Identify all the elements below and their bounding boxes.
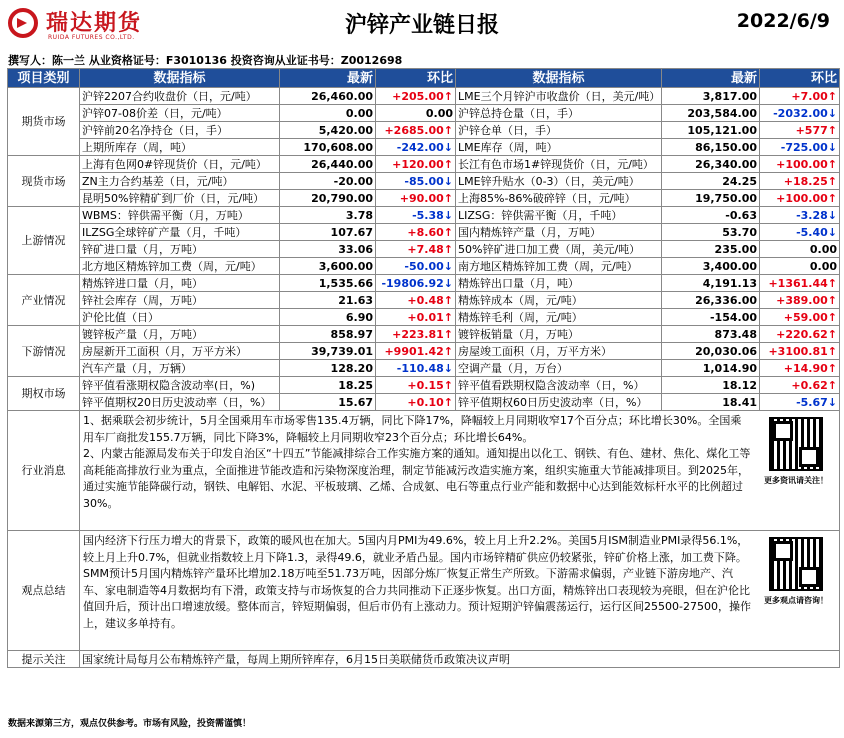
change-right: -3.28↓	[760, 207, 840, 224]
category-cell: 现货市场	[8, 156, 80, 207]
indicator-left: 锌社会库存（周，万吨）	[80, 292, 280, 309]
change-right: +0.62↑	[760, 377, 840, 394]
latest-right: 19,750.00	[662, 190, 760, 207]
latest-right: 24.25	[662, 173, 760, 190]
latest-left: 107.67	[280, 224, 376, 241]
table-row	[8, 343, 840, 360]
latest-left: 1,535.66	[280, 275, 376, 292]
latest-left: 21.63	[280, 292, 376, 309]
indicator-right: 精炼锌成本（周，元/吨）	[456, 292, 662, 309]
indicator-left: 汽车产量（月，万辆）	[80, 360, 280, 377]
indicator-right: 上海85%-86%破碎锌（日，元/吨）	[456, 190, 662, 207]
latest-right: 86,150.00	[662, 139, 760, 156]
change-right: +3100.81↑	[760, 343, 840, 360]
report-date: 2022/6/9	[736, 10, 830, 32]
latest-left: 33.06	[280, 241, 376, 258]
category-cell: 下游情况	[8, 326, 80, 377]
category-cell: 上游情况	[8, 207, 80, 275]
view-qr-caption: 更多观点请咨询！	[764, 596, 828, 605]
indicator-left: 沪锌2207合约收盘价（日，元/吨）	[80, 88, 280, 105]
change-left: +0.48↑	[376, 292, 456, 309]
brand-sub: RUIDA FUTURES CO.,LTD.	[48, 34, 135, 41]
indicator-left: ZN主力合约基差（日，元/吨）	[80, 173, 280, 190]
news-label: 行业消息	[8, 411, 80, 531]
change-right: -5.67↓	[760, 394, 840, 411]
indicator-left: 沪锌前20名净持仓（日，手）	[80, 122, 280, 139]
change-right: +389.00↑	[760, 292, 840, 309]
news-qr	[756, 413, 836, 512]
latest-left: 20,790.00	[280, 190, 376, 207]
news-text: 1、据乘联会初步统计，5月全国乘用车市场零售135.4万辆，同比下降17%，降幅较上月同期收窄17个百分点；环比增长30%。全国乘用车厂商批发155.7万辆，同比下降3%，降幅较上月同期收窄23个百分点；环比增长64%。 2、内蒙古能源局发布关于印发自治区“十四五”节能减排综合工作实施方案的通知。通知提出以化工、钢铁、有色、建材、焦化、煤化工等高耗能高排放行业为重点，全面推进节能改造和污染物深度治理，制定节能减污改造实施方案，组织实施重大节能减排项目。到2025年，通过实施节能降碳行动，钢铁、电解铝、水泥、平板玻璃、乙烯、合成氨、电石等重点行业产能和数据中心达到能效标杆水平的比例超过30%。	[83, 414, 751, 510]
table-row	[8, 292, 840, 309]
latest-right: 4,191.13	[662, 275, 760, 292]
change-right: -5.40↓	[760, 224, 840, 241]
change-right: +14.90↑	[760, 360, 840, 377]
table-row	[8, 190, 840, 207]
header-indicator-left: 数据指标	[80, 69, 280, 88]
change-left: 0.00	[376, 105, 456, 122]
change-left: +223.81↑	[376, 326, 456, 343]
indicator-left: 镀锌板产量（月，万吨）	[80, 326, 280, 343]
category-cell: 产业情况	[8, 275, 80, 326]
change-left: -50.00↓	[376, 258, 456, 275]
view-label: 观点总结	[8, 531, 80, 651]
view-text: 国内经济下行压力增大的背景下，政策的暖风也在加大。5国内月PMI为49.6%，较上月上升2.2%。美国5月ISM制造业PMI录得56.1%，较上月上升0.7%，但就业指数较上月下降1.3，录得49.6，就业矛盾凸显。国内市场锌精矿供应仍较紧张，锌矿价格上涨，加工费下降。SMM预计5月国内精炼锌产量环比增加2.18万吨至51.73万吨，因部分炼厂恢复正常生产所致。下游需求偏弱，产业链下游房地产、汽车、家电制造等4月数据均有下滑，政策支持与市场恢复的合力共同推动下正逐步恢复。出口方面，精炼锌出口表现较为亮眼，但在沪伦比值回升后，预计出口增速放缓。整体而言，锌短期偏弱，但后市仍有上涨动力。预计短期沪锌偏震荡运行，运行区间25500-27500，操作上，建议多单持有。	[83, 534, 751, 630]
indicator-right: LME三个月锌沪市收盘价（日，美元/吨）	[456, 88, 662, 105]
change-left: +0.10↑	[376, 394, 456, 411]
change-left: +120.00↑	[376, 156, 456, 173]
category-cell: 期权市场	[8, 377, 80, 411]
change-right: 0.00	[760, 258, 840, 275]
latest-left: 15.67	[280, 394, 376, 411]
header-change-right: 环比	[760, 69, 840, 88]
latest-right: 20,030.06	[662, 343, 760, 360]
indicator-left: 北方地区精炼锌加工费（周，元/吨）	[80, 258, 280, 275]
view-qr	[756, 533, 836, 632]
data-table	[7, 68, 840, 668]
change-right: -725.00↓	[760, 139, 840, 156]
indicator-right: LIZSG：锌供需平衡（月，千吨）	[456, 207, 662, 224]
header-latest-left: 最新	[280, 69, 376, 88]
latest-right: 53.70	[662, 224, 760, 241]
change-right: +220.62↑	[760, 326, 840, 343]
table-row	[8, 377, 840, 394]
latest-right: 26,336.00	[662, 292, 760, 309]
indicator-left: 精炼锌进口量（月，吨）	[80, 275, 280, 292]
change-left: +0.01↑	[376, 309, 456, 326]
qr-code-icon	[769, 417, 823, 471]
tips-text: 国家统计局每月公布精炼锌产量，每周上期所锌库存，6月15日美联储货币政策决议声明	[80, 651, 840, 668]
latest-right: -0.63	[662, 207, 760, 224]
latest-left: 3,600.00	[280, 258, 376, 275]
change-right: +59.00↑	[760, 309, 840, 326]
indicator-right: 镀锌板销量（月，万吨）	[456, 326, 662, 343]
news-qr-caption: 更多资讯请关注！	[764, 476, 828, 485]
indicator-left: 昆明50%锌精矿到厂价（日，元/吨）	[80, 190, 280, 207]
indicator-left: 房屋新开工面积（月，万平方米）	[80, 343, 280, 360]
header-category: 项目类别	[8, 69, 80, 88]
tips-label: 提示关注	[8, 651, 80, 668]
change-left: -242.00↓	[376, 139, 456, 156]
indicator-right: 锌平值看跌期权隐含波动率（日，%）	[456, 377, 662, 394]
header-change-left: 环比	[376, 69, 456, 88]
latest-right: 18.12	[662, 377, 760, 394]
latest-right: 105,121.00	[662, 122, 760, 139]
table-row	[8, 224, 840, 241]
change-left: +90.00↑	[376, 190, 456, 207]
change-left: -110.48↓	[376, 360, 456, 377]
indicator-left: 上海有色网0#锌现货价（日，元/吨）	[80, 156, 280, 173]
latest-left: 26,440.00	[280, 156, 376, 173]
qr-code-icon	[769, 537, 823, 591]
latest-left: 39,739.01	[280, 343, 376, 360]
change-left: +7.48↑	[376, 241, 456, 258]
table-row	[8, 275, 840, 292]
indicator-left: 锌矿进口量（月，万吨）	[80, 241, 280, 258]
view-row	[8, 531, 840, 651]
indicator-left: 锌平值看涨期权隐含波动率(日，%)	[80, 377, 280, 394]
news-cell	[80, 411, 840, 531]
indicator-left: 沪伦比值（日）	[80, 309, 280, 326]
indicator-right: 国内精炼锌产量（月，万吨）	[456, 224, 662, 241]
report-header	[0, 0, 844, 48]
latest-left: 18.25	[280, 377, 376, 394]
author-line: 撰写人：陈一兰 从业资格证号：F3010136 投资咨询从业证书号：Z0012698	[8, 54, 403, 67]
change-right: +18.25↑	[760, 173, 840, 190]
latest-left: 128.20	[280, 360, 376, 377]
indicator-right: 沪锌仓单（日，手）	[456, 122, 662, 139]
table-row	[8, 258, 840, 275]
latest-right: 1,014.90	[662, 360, 760, 377]
brand-name: 瑞达期货	[46, 11, 143, 36]
change-right: +7.00↑	[760, 88, 840, 105]
latest-left: 6.90	[280, 309, 376, 326]
indicator-right: 精炼锌毛利（周，元/吨）	[456, 309, 662, 326]
table-row	[8, 241, 840, 258]
indicator-right: LME库存（周，吨）	[456, 139, 662, 156]
indicator-right: 房屋竣工面积（月，万平方米）	[456, 343, 662, 360]
change-right: 0.00	[760, 241, 840, 258]
change-left: -5.38↓	[376, 207, 456, 224]
latest-left: 858.97	[280, 326, 376, 343]
indicator-right: 沪锌总持仓量（日，手）	[456, 105, 662, 122]
latest-right: 3,400.00	[662, 258, 760, 275]
view-cell	[80, 531, 840, 651]
indicator-left: WBMS：锌供需平衡（月，万吨）	[80, 207, 280, 224]
indicator-left: 沪锌07-08价差（日，元/吨）	[80, 105, 280, 122]
latest-right: 18.41	[662, 394, 760, 411]
tips-row	[8, 651, 840, 668]
change-left: -85.00↓	[376, 173, 456, 190]
change-left: -19806.92↓	[376, 275, 456, 292]
change-right: +100.00↑	[760, 190, 840, 207]
indicator-right: 南方地区精炼锌加工费（周，元/吨）	[456, 258, 662, 275]
table-row	[8, 156, 840, 173]
table-row	[8, 139, 840, 156]
table-row	[8, 360, 840, 377]
header-latest-right: 最新	[662, 69, 760, 88]
latest-right: 3,817.00	[662, 88, 760, 105]
table-row	[8, 394, 840, 411]
change-left: +9901.42↑	[376, 343, 456, 360]
table-row	[8, 88, 840, 105]
latest-left: 3.78	[280, 207, 376, 224]
indicator-right: 50%锌矿进口加工费（周，美元/吨）	[456, 241, 662, 258]
table-row	[8, 105, 840, 122]
indicator-left: ILZSG全球锌矿产量（月，千吨）	[80, 224, 280, 241]
indicator-right: 长江有色市场1#锌现货价（日，元/吨）	[456, 156, 662, 173]
indicator-left: 锌平值期权20日历史波动率（日，%）	[80, 394, 280, 411]
change-right: +1361.44↑	[760, 275, 840, 292]
latest-left: 26,460.00	[280, 88, 376, 105]
table-row	[8, 207, 840, 224]
latest-right: 235.00	[662, 241, 760, 258]
latest-right: -154.00	[662, 309, 760, 326]
table-header-row	[8, 69, 840, 88]
indicator-right: LME锌升贴水（0-3）（日，美元/吨）	[456, 173, 662, 190]
change-left: +2685.00↑	[376, 122, 456, 139]
change-left: +0.15↑	[376, 377, 456, 394]
indicator-right: 空调产量（月，万台）	[456, 360, 662, 377]
latest-right: 26,340.00	[662, 156, 760, 173]
indicator-left: 上期所库存（周，吨）	[80, 139, 280, 156]
table-row	[8, 122, 840, 139]
change-right: -2032.00↓	[760, 105, 840, 122]
table-row	[8, 309, 840, 326]
indicator-right: 精炼锌出口量（月，吨）	[456, 275, 662, 292]
latest-left: 0.00	[280, 105, 376, 122]
change-left: +205.00↑	[376, 88, 456, 105]
change-left: +8.60↑	[376, 224, 456, 241]
indicator-right: 锌平值期权60日历史波动率（日，%）	[456, 394, 662, 411]
latest-right: 203,584.00	[662, 105, 760, 122]
latest-left: -20.00	[280, 173, 376, 190]
disclaimer-footer: 数据来源第三方，观点仅供参考。市场有风险，投资需谨慎！	[8, 719, 252, 729]
header-indicator-right: 数据指标	[456, 69, 662, 88]
change-right: +577↑	[760, 122, 840, 139]
report-title: 沪锌产业链日报	[344, 13, 499, 38]
category-cell: 期货市场	[8, 88, 80, 156]
latest-left: 170,608.00	[280, 139, 376, 156]
latest-right: 873.48	[662, 326, 760, 343]
latest-left: 5,420.00	[280, 122, 376, 139]
change-right: +100.00↑	[760, 156, 840, 173]
table-row	[8, 173, 840, 190]
table-body	[8, 88, 840, 668]
table-row	[8, 326, 840, 343]
news-row	[8, 411, 840, 531]
